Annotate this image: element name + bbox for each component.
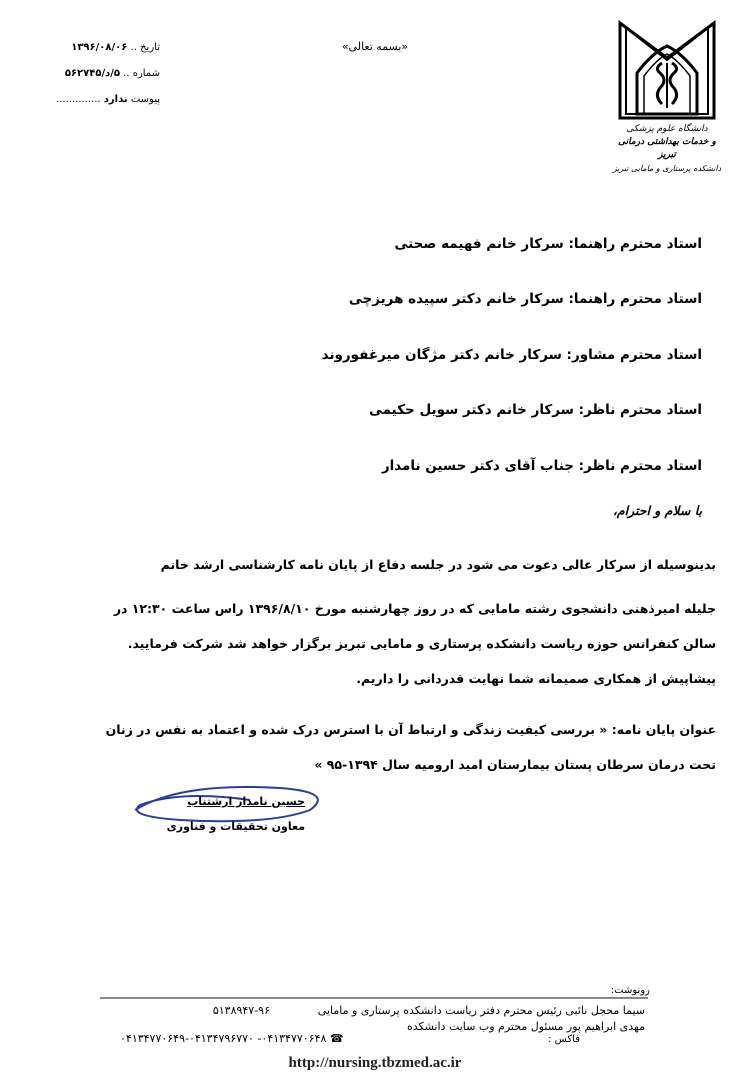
addressee-line: استاد محترم مشاور: سرکار خانم دکتر مژگان میرغفوروند bbox=[321, 347, 702, 363]
cc-recipient: مهدی ابراهیم پور مسئول محترم وب سایت دانشکده bbox=[407, 1020, 645, 1033]
body-line: بدینوسیله از سرکار عالی دعوت می شود در جلسه دفاع از پایان نامه کارشناسی ارشد خانم bbox=[160, 557, 716, 572]
attachment-value: ندارد bbox=[103, 94, 128, 105]
letter-date: تاریخ .. ۱۳۹۶/۰۸/۰۶ bbox=[71, 42, 160, 53]
attachment-label: پیوست bbox=[130, 94, 160, 105]
thesis-title-line: عنوان پایان نامه: « بررسی کیفیت زندگی و ارتباط آن با استرس درک شده و اعتماد به نفس در زنان bbox=[105, 722, 716, 737]
addressee-line: استاد محترم راهنما: سرکار خانم فهیمه صحتی bbox=[394, 236, 702, 252]
logo-text-line1: دانشگاه علوم پزشکی bbox=[626, 124, 708, 134]
addressee-line: استاد محترم راهنما: سرکار خانم دکتر سپیده هریزچی bbox=[348, 291, 702, 307]
logo-text-line2: و خدمات بهداشتی درمانی تبریز bbox=[618, 137, 716, 160]
postal-code: ۵۱۳۸۹۴۷-۹۶ bbox=[212, 1004, 270, 1017]
logo-text-line3: دانشکده پرستاری و مامایی تبریز bbox=[612, 164, 722, 173]
letter-attachment: پیوست ندارد .............. bbox=[56, 94, 160, 105]
fax-label: فاکس : bbox=[548, 1034, 580, 1045]
phone-numbers-text: ۰۴۱۳۴۷۷۰۶۴۸- ۰۴۱۳۴۷۷۰۶۴۹-۰۴۱۳۴۷۹۶۷۷۰ bbox=[120, 1032, 327, 1045]
addressee-line: استاد محترم ناظر: سرکار خانم دکتر سویل حکیمی bbox=[368, 402, 702, 418]
body-line: جلیله امیرذهنی دانشجوی رشته مامایی که در روز چهارشنبه مورخ ۱۳۹۶/۸/۱۰ راس ساعت ۱۲:۳۰ در bbox=[113, 601, 716, 616]
body-line: سالن کنفرانس حوزه ریاست دانشکده پرستاری و مامایی تبریز برگزار خواهد شد شرکت فرمایید. bbox=[127, 636, 716, 651]
signatory-name: حسین نامدار ارشتناب bbox=[187, 795, 305, 808]
number-value: ۵/د/۵۶۲۷۴۵ bbox=[64, 68, 120, 79]
greeting: با سلام و احترام، bbox=[612, 503, 702, 518]
university-logo bbox=[612, 18, 722, 173]
bismillah-heading: «بسمه تعالی» bbox=[341, 40, 409, 53]
cc-recipient: سیما محجل نائبی رئیس محترم دفتر ریاست دانشکده پرستاری و مامایی bbox=[317, 1004, 645, 1017]
body-line: پیشاپیش از همکاری صمیمانه شما نهایت قدردانی را داریم. bbox=[356, 671, 716, 686]
date-value: ۱۳۹۶/۰۸/۰۶ bbox=[71, 42, 128, 53]
website-url: http://nursing.tbzmed.ac.ir bbox=[288, 1055, 462, 1071]
phone-icon: ☎ bbox=[329, 1032, 344, 1045]
letter-number: شماره .. ۵/د/۵۶۲۷۴۵ bbox=[64, 68, 160, 79]
footer-divider bbox=[100, 997, 648, 999]
cc-label: رونوشت: bbox=[610, 985, 650, 996]
phone-numbers bbox=[120, 1032, 344, 1045]
date-label: تاریخ bbox=[140, 42, 160, 53]
signatory-title: معاون تحقیقات و فناوری bbox=[166, 820, 305, 833]
logo-emblem-icon bbox=[612, 18, 722, 123]
number-label: شماره bbox=[132, 68, 160, 79]
addressee-line: استاد محترم ناظر: جناب آقای دکتر حسین نامدار bbox=[381, 458, 702, 474]
thesis-title-line: تحت درمان سرطان پستان بیمارستان امید ارومیه سال ۱۳۹۴-۹۵ » bbox=[314, 757, 716, 772]
